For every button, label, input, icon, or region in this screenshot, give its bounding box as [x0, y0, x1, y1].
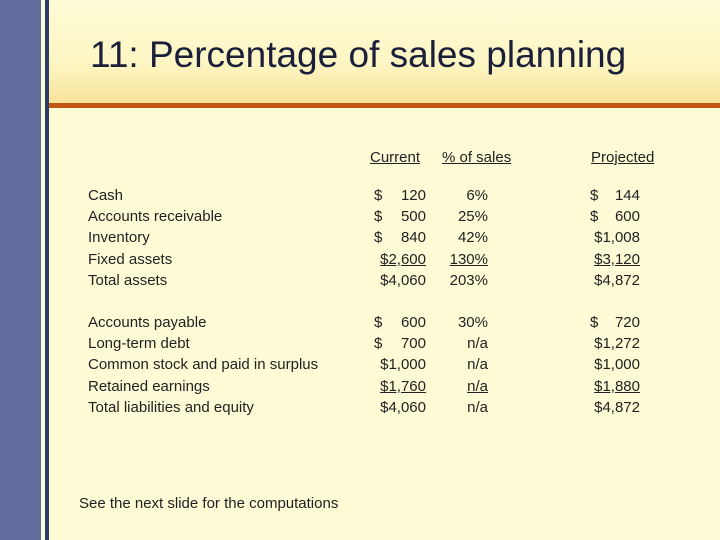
projected-amount: $1,272: [594, 335, 640, 352]
title-rule: [49, 103, 720, 108]
projected-value-cell: [590, 270, 640, 291]
projected-value-cell: [590, 376, 640, 397]
current-amount: $4,060: [380, 399, 426, 416]
projected-currency-symbol: $: [590, 208, 599, 225]
slide-title: 11: Percentage of sales planning: [90, 34, 627, 75]
current-value-cell: [374, 354, 426, 375]
current-value-cell: [374, 270, 426, 291]
projected-value-cell: [590, 227, 640, 248]
projected-currency-symbol: $: [590, 314, 599, 331]
percent-of-sales-cell: n/a: [467, 335, 488, 352]
current-amount: 700: [400, 335, 426, 352]
current-currency-symbol: $: [374, 187, 383, 204]
percent-of-sales-cell: 6%: [466, 187, 488, 204]
row-label: Cash: [88, 187, 124, 204]
projected-value-cell: [590, 185, 640, 206]
projected-amount: 144: [614, 187, 640, 204]
projected-amount: 600: [614, 208, 640, 225]
projected-value-cell: [590, 333, 640, 354]
current-value-cell: [374, 185, 426, 206]
header-current: Current: [370, 149, 421, 166]
projected-value-cell: [590, 397, 640, 418]
percent-of-sales-cell: n/a: [467, 399, 488, 416]
current-currency-symbol: $: [374, 335, 383, 352]
current-amount: $1,760: [380, 378, 426, 395]
current-value-cell: [374, 312, 426, 333]
projected-currency-symbol: $: [590, 187, 599, 204]
row-label: Total liabilities and equity: [88, 399, 254, 416]
projected-amount: $1,000: [594, 356, 640, 373]
current-value-cell: [374, 397, 426, 418]
current-amount: 500: [400, 208, 426, 225]
projected-value-cell: [590, 354, 640, 375]
projected-value-cell: [590, 312, 640, 333]
projected-amount: $4,872: [594, 272, 640, 289]
current-currency-symbol: $: [374, 314, 383, 331]
current-amount: 840: [400, 229, 426, 246]
percent-of-sales-cell: 25%: [457, 208, 488, 225]
current-currency-symbol: $: [374, 208, 383, 225]
row-label: Inventory: [88, 229, 150, 246]
current-currency-symbol: $: [374, 229, 383, 246]
row-label: Retained earnings: [88, 378, 210, 395]
footer-note: See the next slide for the computations: [79, 495, 339, 512]
percent-of-sales-cell: n/a: [467, 378, 488, 395]
current-value-cell: [374, 333, 426, 354]
projected-amount: $4,872: [594, 399, 640, 416]
projected-amount: $1,880: [594, 378, 640, 395]
percent-of-sales-cell: 42%: [457, 229, 488, 246]
projected-amount: 720: [614, 314, 640, 331]
projected-value-cell: [590, 206, 640, 227]
current-amount: 120: [400, 187, 426, 204]
row-label: Long-term debt: [88, 335, 190, 352]
current-value-cell: [374, 249, 426, 270]
projected-value-cell: [590, 249, 640, 270]
projected-amount: $3,120: [594, 251, 640, 268]
projected-amount: $1,008: [594, 229, 640, 246]
row-label: Accounts receivable: [88, 208, 223, 225]
current-value-cell: [374, 227, 426, 248]
row-label: Common stock and paid in surplus: [88, 356, 319, 373]
current-amount: $1,000: [380, 356, 426, 373]
current-value-cell: [374, 376, 426, 397]
percent-of-sales-cell: 30%: [457, 314, 488, 331]
current-amount: 600: [400, 314, 426, 331]
left-accent-bar: [0, 0, 41, 540]
percent-of-sales-cell: n/a: [467, 356, 488, 373]
current-amount: $4,060: [380, 272, 426, 289]
percent-of-sales-cell: 203%: [449, 272, 488, 289]
header-pct-of-sales: % of sales: [442, 149, 512, 166]
row-label: Fixed assets: [88, 251, 173, 268]
row-label: Accounts payable: [88, 314, 207, 331]
current-amount: $2,600: [380, 251, 426, 268]
current-value-cell: [374, 206, 426, 227]
header-projected: Projected: [591, 149, 655, 166]
row-label: Total assets: [88, 272, 168, 289]
percent-of-sales-cell: 130%: [449, 251, 488, 268]
